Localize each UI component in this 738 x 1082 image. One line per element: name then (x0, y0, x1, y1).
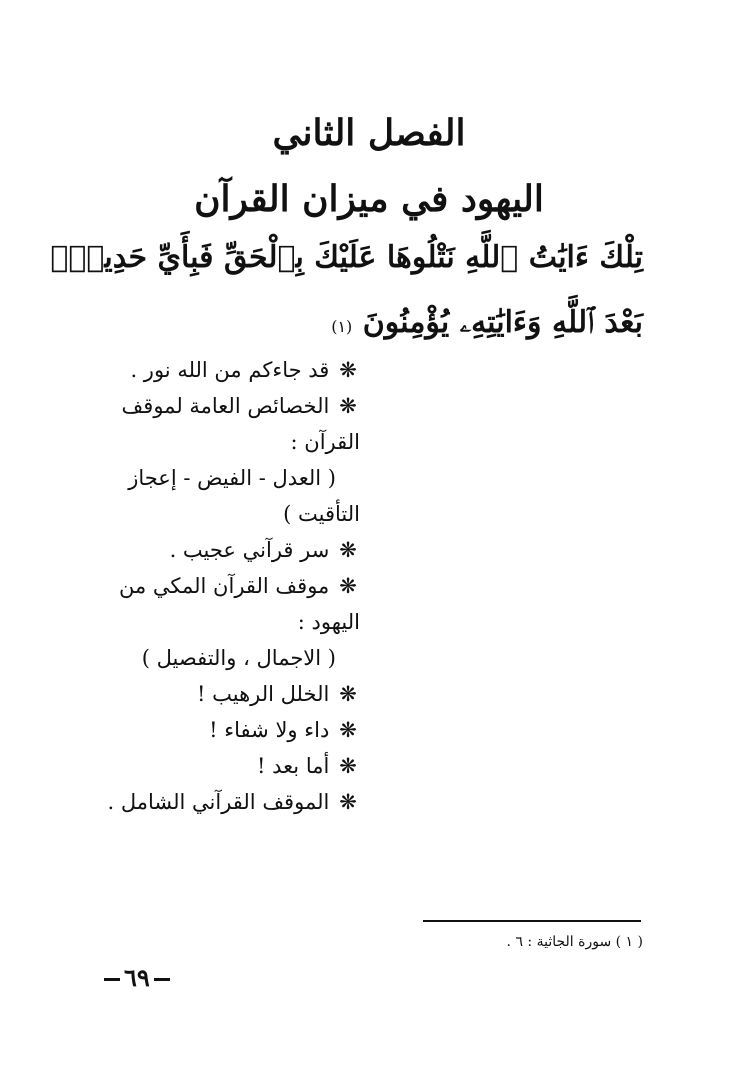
list-item: ❋ قد جاءكم من الله نور . (95, 352, 360, 388)
list-item: ❋ سر قرآني عجيب . (95, 532, 360, 568)
asterism-bullet-icon: ❋ (339, 682, 357, 706)
list-item: ❋ موقف القرآن المكي من (95, 568, 360, 604)
page-number (100, 963, 174, 992)
list-item: ❋ الخلل الرهيب ! (95, 676, 360, 712)
list-item-continuation: القرآن : (290, 430, 360, 454)
list-item: ❋ الموقف القرآني الشامل . (95, 784, 360, 820)
asterism-bullet-icon: ❋ (339, 754, 357, 778)
list-item: ❋ داء ولا شفاء ! (95, 712, 360, 748)
footnote-reference: (١) (331, 317, 353, 336)
asterism-bullet-icon: ❋ (339, 718, 357, 742)
asterism-bullet-icon: ❋ (339, 394, 357, 418)
page-number-value: ٦٩ (124, 963, 150, 992)
asterism-bullet-icon: ❋ (339, 358, 357, 382)
quran-verse-line-2 (331, 305, 643, 340)
asterism-bullet-icon: ❋ (339, 538, 357, 562)
chapter-title: الفصل الثاني (272, 112, 466, 154)
chapter-subtitle: اليهود في ميزان القرآن (194, 178, 544, 220)
footnote: ( ١ ) سورة الجاثية : ٦ . (506, 934, 643, 950)
chapter-topics-list (95, 352, 360, 820)
list-item-continuation: التأقيت ) (283, 502, 360, 526)
list-item: ❋ الخصائص العامة لموقف (95, 388, 360, 424)
list-item: ❋ أما بعد ! (95, 748, 360, 784)
dash-decoration (104, 978, 120, 981)
list-item-continuation: ( العدل - الفيض - إعجاز (128, 466, 336, 490)
list-item-continuation: اليهود : (297, 610, 360, 634)
footnote-divider (423, 920, 641, 922)
quran-verse-text: بَعْدَ ٱللَّهِ وَءَايَٰتِهِۦ يُؤْمِنُونَ (362, 305, 643, 340)
quran-verse-line-1: تِلْكَ ءَايَٰتُ ٱللَّهِ نَتْلُوهَا عَلَيْكَ بِٱلْحَقِّ فَبِأَيِّ حَدِيثٍۭ (50, 240, 643, 275)
asterism-bullet-icon: ❋ (339, 790, 357, 814)
list-item-continuation: ( الاجمال ، والتفصيل ) (141, 646, 336, 670)
asterism-bullet-icon: ❋ (339, 574, 357, 598)
dash-decoration (154, 978, 170, 981)
